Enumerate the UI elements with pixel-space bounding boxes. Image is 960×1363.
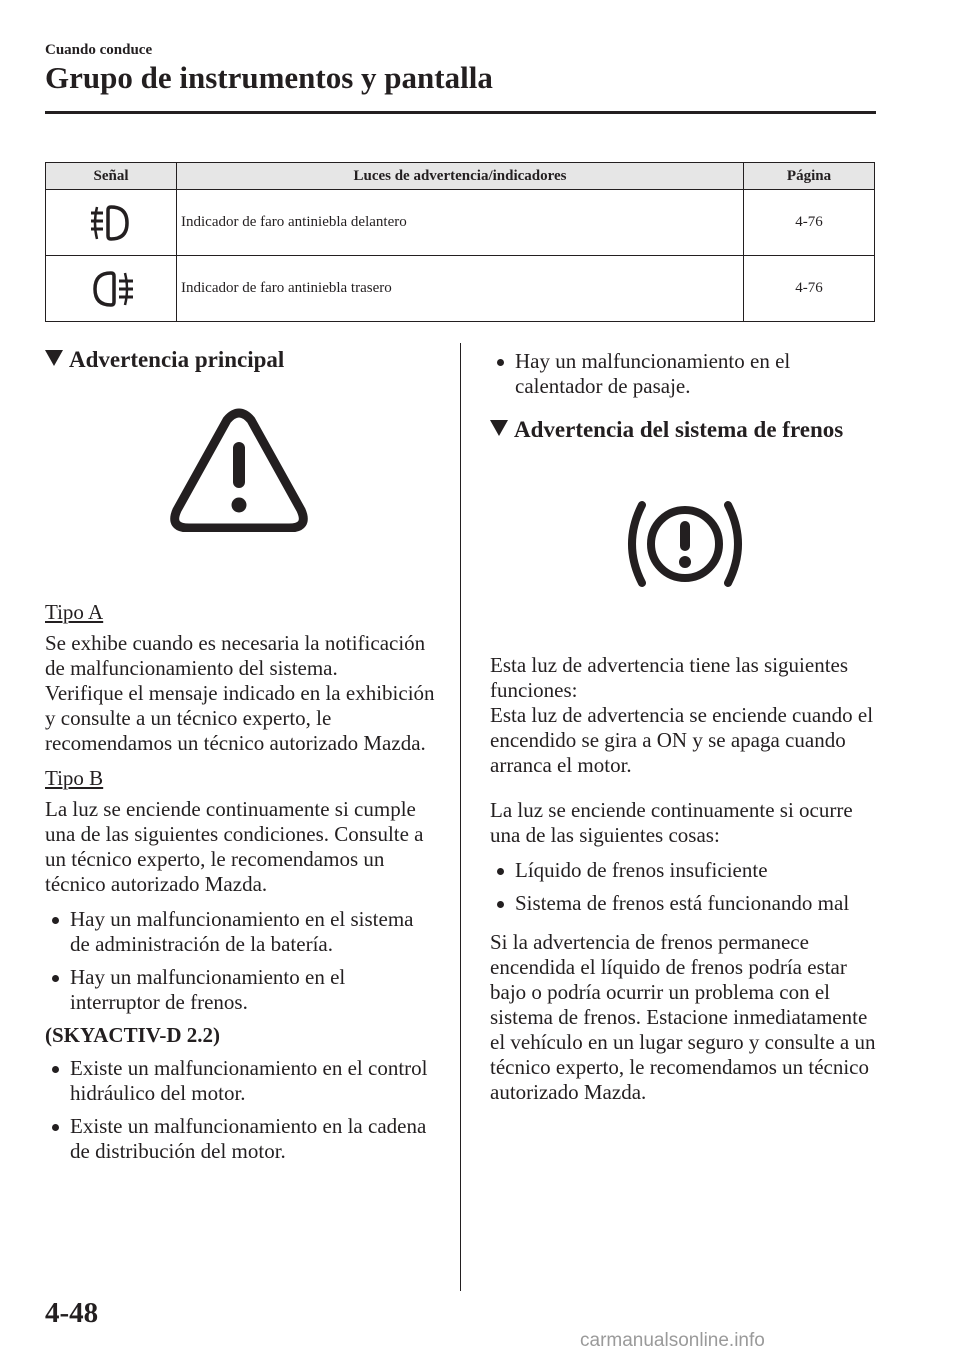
list-item: Hay un malfuncionamiento en el interruptor de frenos. bbox=[45, 965, 435, 1015]
icon-area bbox=[45, 377, 435, 547]
icon-area bbox=[490, 447, 880, 637]
section-heading-brake-warning: Advertencia del sistema de frenos bbox=[490, 413, 880, 447]
table-row bbox=[46, 256, 875, 322]
brake-paragraph-1: Esta luz de advertencia tiene las siguientes funciones: bbox=[490, 653, 849, 702]
master-warning-triangle-icon bbox=[169, 408, 309, 532]
page-number: 4-48 bbox=[45, 1297, 99, 1329]
triangle-marker-icon bbox=[490, 420, 508, 436]
list-item: Líquido de frenos insuficiente bbox=[490, 858, 880, 883]
front-fog-light-icon bbox=[81, 201, 141, 245]
tipo-a-label: Tipo A bbox=[45, 600, 104, 624]
indicator-description: Indicador de faro antiniebla delantero bbox=[177, 190, 744, 256]
column-header-page: Página bbox=[744, 163, 875, 190]
brake-paragraph-2: Esta luz de advertencia se enciende cuando el encendido se gira a ON y se apaga cuando arranca el motor. bbox=[490, 703, 874, 777]
list-item: Existe un malfuncionamiento en la cadena de distribución del motor. bbox=[45, 1114, 435, 1164]
signal-cell bbox=[46, 190, 177, 256]
left-column bbox=[45, 343, 435, 1172]
column-header-indicator: Luces de advertencia/indicadores bbox=[177, 163, 744, 190]
indicator-description: Indicador de faro antiniebla trasero bbox=[177, 256, 744, 322]
rear-fog-light-icon bbox=[81, 267, 141, 311]
brake-bullet-list bbox=[490, 858, 880, 916]
section-heading-master-warning: Advertencia principal bbox=[45, 343, 435, 377]
chapter-title: Grupo de instrumentos y pantalla bbox=[45, 60, 493, 95]
tipo-b-paragraph: La luz se enciende continuamente si cumple una de las siguientes condiciones. Consulte a un técnico experto, le recomendamos un técnico autorizado Mazda. bbox=[45, 797, 424, 896]
brake-paragraph-4: Si la advertencia de frenos permanece encendida el líquido de frenos podría estar bajo o podría ocurrir un problema con el sistema de frenos. Estacione inmediatamente el vehículo en un lugar seguro y consulte a un técnico experto, le recomendamos un técnico autorizado Mazda. bbox=[490, 930, 876, 1104]
page-reference: 4-76 bbox=[744, 256, 875, 322]
list-item: Existe un malfuncionamiento en el control hidráulico del motor. bbox=[45, 1056, 435, 1106]
section-label: Cuando conduce bbox=[45, 42, 153, 58]
watermark: carmanualsonline.info bbox=[580, 1330, 765, 1351]
column-divider bbox=[460, 343, 461, 1291]
list-item: Hay un malfuncionamiento en el sistema de administración de la batería. bbox=[45, 907, 435, 957]
brake-paragraph-3: La luz se enciende continuamente si ocurre una de las siguientes cosas: bbox=[490, 798, 853, 847]
table-row bbox=[46, 190, 875, 256]
list-item: Hay un malfuncionamiento en el calentador de pasaje. bbox=[490, 349, 880, 399]
model-label: (SKYACTIV-D 2.2) bbox=[45, 1023, 221, 1047]
column-header-signal: Señal bbox=[46, 163, 177, 190]
triangle-marker-icon bbox=[45, 350, 63, 366]
model-bullet-list bbox=[45, 1056, 435, 1164]
tipo-a-paragraph-2: Verifique el mensaje indicado en la exhibición y consulte a un técnico experto, le recomendamos un técnico autorizado Mazda. bbox=[45, 681, 435, 755]
page-reference: 4-76 bbox=[744, 190, 875, 256]
tipo-b-bullet-list bbox=[45, 907, 435, 1015]
tipo-b-label: Tipo B bbox=[45, 766, 104, 790]
tipo-a-paragraph-1: Se exhibe cuando es necesaria la notificación de malfuncionamiento del sistema. bbox=[45, 631, 426, 680]
brake-warning-icon bbox=[620, 499, 750, 589]
signal-table bbox=[45, 162, 875, 322]
continued-bullet-list bbox=[490, 349, 880, 399]
right-column bbox=[490, 343, 880, 1105]
header-divider bbox=[45, 111, 876, 114]
list-item: Sistema de frenos está funcionando mal bbox=[490, 891, 880, 916]
table-header-row bbox=[46, 163, 875, 190]
signal-cell bbox=[46, 256, 177, 322]
